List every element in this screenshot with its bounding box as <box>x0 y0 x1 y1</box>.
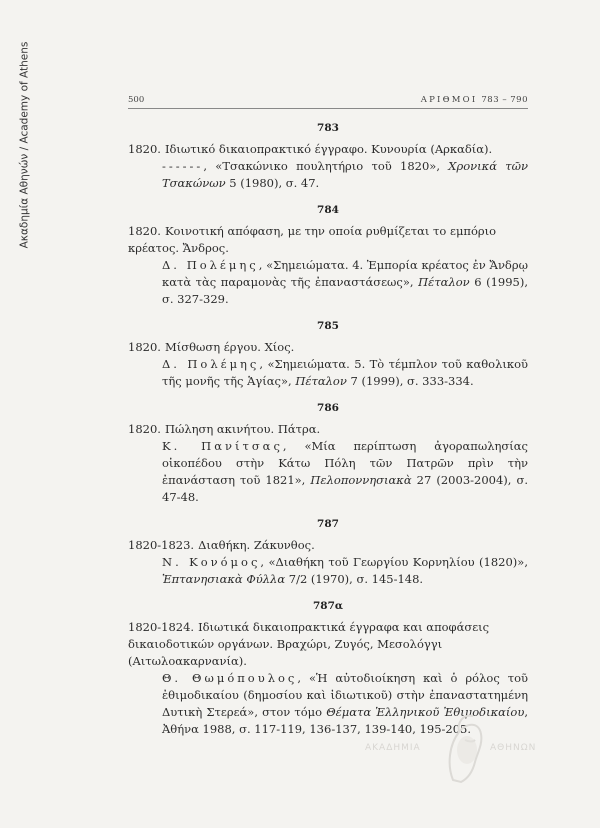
academy-watermark <box>365 710 535 820</box>
entry-author: ------ <box>162 159 204 173</box>
entry-journal: Θέματα Ἑλληνικοῦ Ἐθιμοδικαίου <box>326 705 525 719</box>
entry-ref-tail: 7 (1999), σ. 333-334. <box>346 374 474 388</box>
entry-reference <box>128 158 528 192</box>
watermark-right-text: ΑΘΗΝΩΝ <box>490 743 537 753</box>
entry-date: 1820. <box>128 422 161 436</box>
entry-description: Πώληση ακινήτου. Πάτρα. <box>164 422 321 436</box>
entry <box>128 122 528 192</box>
sidebar-text: Ακαδημία Αθηνών / Academy of Athens <box>18 41 31 249</box>
entry-number: 787 <box>317 518 339 530</box>
entry-number: 783 <box>317 122 339 134</box>
watermark-left-text: ΑΚΑΔΗΜΙΑ <box>365 743 421 753</box>
entry-journal: Πελοποννησιακὰ <box>310 473 412 487</box>
running-title-text: ΑΡΙΘΜΟΙ <box>420 95 478 105</box>
entry-journal: Ἑπτανησιακὰ Φύλλα <box>162 572 286 586</box>
entry-heading <box>128 537 528 554</box>
entry-author: Δ. Πολέμης <box>162 258 259 272</box>
entry-reference <box>128 438 528 506</box>
entry-description: Κοινοτική απόφαση, με την οποία ρυθμίζεται το εμπόριο κρέατος. Ἄνδρος. <box>128 224 497 255</box>
entry-ref-tail: 6 (1995), σ. 327-329. <box>162 275 528 306</box>
entry <box>128 518 528 588</box>
entry-author: Δ. Πολέμης <box>162 357 260 371</box>
entry-journal: Πέταλον <box>418 275 470 289</box>
running-title-range: 783 – 790 <box>481 95 528 105</box>
entry-ref-text: , «Σημειώματα. 4. Ἐμπορία κρέατος ἐν Ἄνδρῳ κατὰ τὰς παραμονὰς τῆς ἐπαναστάσεως», <box>162 258 528 289</box>
entry-number: 784 <box>317 204 339 216</box>
entry-journal: Χρονικά τῶν Τσακώνων <box>162 159 528 190</box>
entry-description: Ιδιωτικά δικαιοπρακτικά έγγραφα και αποφάσεις δικαιοδοτικών οργάνων. Βραχώρι, Ζυγός, Μεσολόγγι (Αιτωλοακαρνανία). <box>128 620 490 668</box>
entry-heading <box>128 421 528 438</box>
entry-number: 785 <box>317 320 339 332</box>
header-rule <box>128 108 528 109</box>
entry-ref-text: , «Μία περίπτωση ἀγοραπωλησίας οἰκοπέδου στὴν Κάτω Πόλη τῶν Πατρῶν πρὶν τὴν ἐπανάσταση τοῦ 1821», <box>162 439 528 487</box>
entry-ref-text: , «Σημειώματα. 5. Τὸ τέμπλον τοῦ καθολικοῦ τῆς μονῆς τῆς Ἁγίας», <box>162 357 528 388</box>
entry-number: 787α <box>313 600 343 612</box>
entry-number: 786 <box>317 402 339 414</box>
entry-heading <box>128 619 528 670</box>
entry-heading <box>128 339 528 356</box>
entry-date: 1820. <box>128 340 161 354</box>
page-number: 500 <box>128 95 145 105</box>
entry-ref-text: , «Ἡ αὐτοδιοίκηση καὶ ὁ ρόλος τοῦ ἐθιμοδικαίου (δημοσίου καὶ ἰδιωτικοῦ) στὴν ἐπαναστατημένη Δυτικὴ Στερεά», στον τόμο <box>162 671 528 719</box>
entry-ref-tail: 27 (2003-2004), σ. 47-48. <box>162 473 528 504</box>
entry-date: 1820. <box>128 142 161 156</box>
entry-date: 1820-1823. <box>128 538 195 552</box>
entry-ref-tail: , Ἀθήνα 1988, σ. 117-119, 136-137, 139-140, 195-205. <box>162 705 528 736</box>
archive-sidebar-label <box>14 40 34 250</box>
entry-author: Θ. Θωμόπουλος <box>162 671 298 685</box>
entry-heading <box>128 223 528 257</box>
entry-reference <box>128 257 528 308</box>
entry-reference <box>128 554 528 588</box>
entry-ref-tail: 7/2 (1970), σ. 145-148. <box>285 572 424 586</box>
entry-author: Ν. Κονόμος <box>162 555 261 569</box>
entry-date: 1820. <box>128 224 161 238</box>
entries-list <box>128 122 528 750</box>
entry-ref-text: , «Διαθήκη τοῦ Γεωργίου Κορνηλίου (1820)», <box>260 555 528 569</box>
running-head <box>128 95 528 105</box>
entry-reference <box>128 356 528 390</box>
entry-ref-text: , «Τσακώνικο πουλητήριο τοῦ 1820», <box>203 159 449 173</box>
entry-author: Κ. Πανίτσας <box>162 439 283 453</box>
entry-ref-tail: 5 (1980), σ. 47. <box>225 176 320 190</box>
entry-heading <box>128 141 528 158</box>
entry <box>128 320 528 390</box>
running-title <box>421 95 528 105</box>
athena-head-icon <box>443 710 487 790</box>
entry <box>128 204 528 308</box>
entry-description: Διαθήκη. Ζάκυνθος. <box>198 538 315 552</box>
entry-description: Ιδιωτικό δικαιοπρακτικό έγγραφο. Κυνουρία (Αρκαδία). <box>164 142 493 156</box>
entry <box>128 402 528 506</box>
entry-description: Μίσθωση έργου. Χίος. <box>164 340 295 354</box>
entry-journal: Πέταλον <box>295 374 347 388</box>
entry-date: 1820-1824. <box>128 620 195 634</box>
